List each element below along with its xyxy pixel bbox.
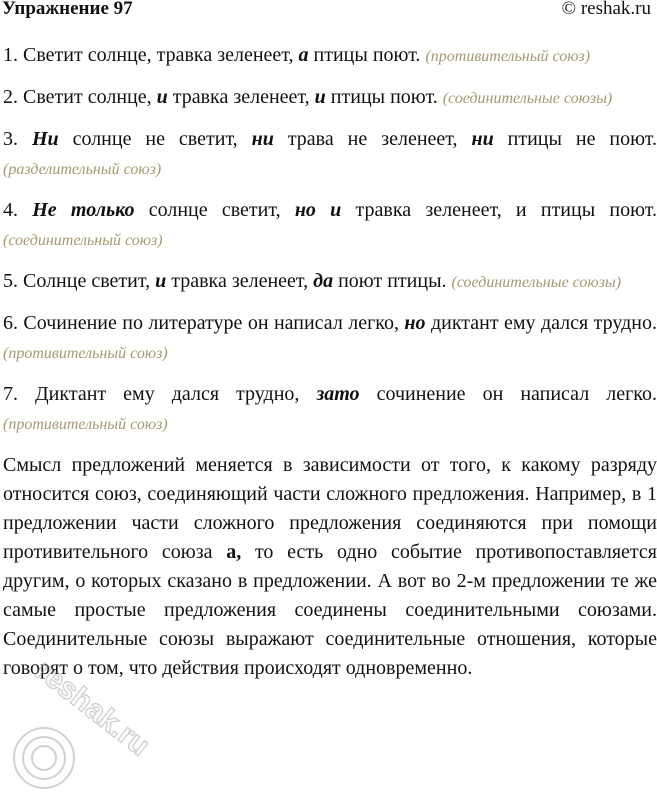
sentence-text: 3. [3,128,32,150]
sentence-item [3,125,657,184]
sentence-list [3,41,657,439]
exercise-title: Упражнение 97 [2,0,133,19]
conjunction-type-note: (противительный союз) [3,345,168,362]
sentence-text: птицы поют. [325,86,443,108]
conjunction-type-note: (соединительные союзы) [451,274,622,291]
sentence-text: солнце светит, [134,199,295,221]
sentence-text: травка зеленеет, [166,270,314,292]
conjunction: а [298,44,309,66]
sentence-item [3,309,657,368]
sentence-text: 2. Светит солнце, [3,86,157,108]
sentence-text: птицы не поют. [493,128,657,150]
conjunction: да [313,270,334,292]
sentence-text: 5. Солнце светит, [3,270,156,292]
conjunction: Не только [32,199,135,221]
sentence-text: 6. Сочинение по литературе он написал легко, [3,312,405,334]
sentence-item [3,196,657,255]
conjunction-type-note: (соединительные союзы) [442,90,613,107]
sentence-text: травка зеленеет, [167,86,315,108]
conjunction-type-note: (противительный союз) [425,48,591,65]
sentence-text: 1. Светит солнце, травка зеленеет, [3,44,299,66]
sentence-text: птицы поют. [308,44,426,66]
conjunction: и [155,270,167,292]
site-credit: © reshak.ru [561,0,651,19]
conjunction-type-note: (соединительный союз) [3,232,163,249]
watermark-text: reshak.ru [28,653,156,763]
sentence-text: солнце не светит, [58,128,252,150]
sentence-text: поют птицы. [333,270,452,292]
conjunction: и [314,86,326,108]
exercise-content [3,41,657,683]
explanation-text-end: то есть одно событие противопоставляется другим, о которых сказано в предложении. А вот во 2-м предложении те же самые простые предложения соединены соединительными союзами. Соединительные союзы выражают соединительные отношения, которые говорят о том, что действия происходят одновременно. [3,541,657,679]
conjunction: и [156,86,168,108]
sentence-text: 4. [3,199,33,221]
conjunction: ни [251,128,274,150]
sentence-item [3,380,657,439]
explanation-text-start: Смысл предложений меняется в зависимости от того, к какому разряду относится союз, соединяющий части сложного предложения. Например, в 1 предложении части сложного предложения соединяются при помощи противительного союза [3,454,657,563]
conjunction: зато [316,383,360,405]
conjunction-type-note: (разделительный союз) [3,161,162,178]
sentence-text: диктант ему дался трудно. [425,312,657,334]
sentence-text: трава не зеленеет, [273,128,472,150]
page-header [0,0,657,22]
conjunction: ни [471,128,494,150]
sentence-item [3,83,657,113]
sentence-text: сочинение он написал легко. [359,383,657,405]
conjunction: Ни [31,128,59,150]
sentence-item [3,267,657,297]
explanation-conjunction: а, [226,541,242,563]
sentence-item [3,41,657,71]
conjunction: но [404,312,426,334]
explanation-paragraph [3,451,657,683]
sentence-text: травка зеленеет, и птицы поют. [341,199,657,221]
conjunction-type-note: (противительный союз) [3,416,168,433]
conjunction: но и [294,199,342,221]
sentence-text: 7. Диктант ему дался трудно, [3,383,317,405]
